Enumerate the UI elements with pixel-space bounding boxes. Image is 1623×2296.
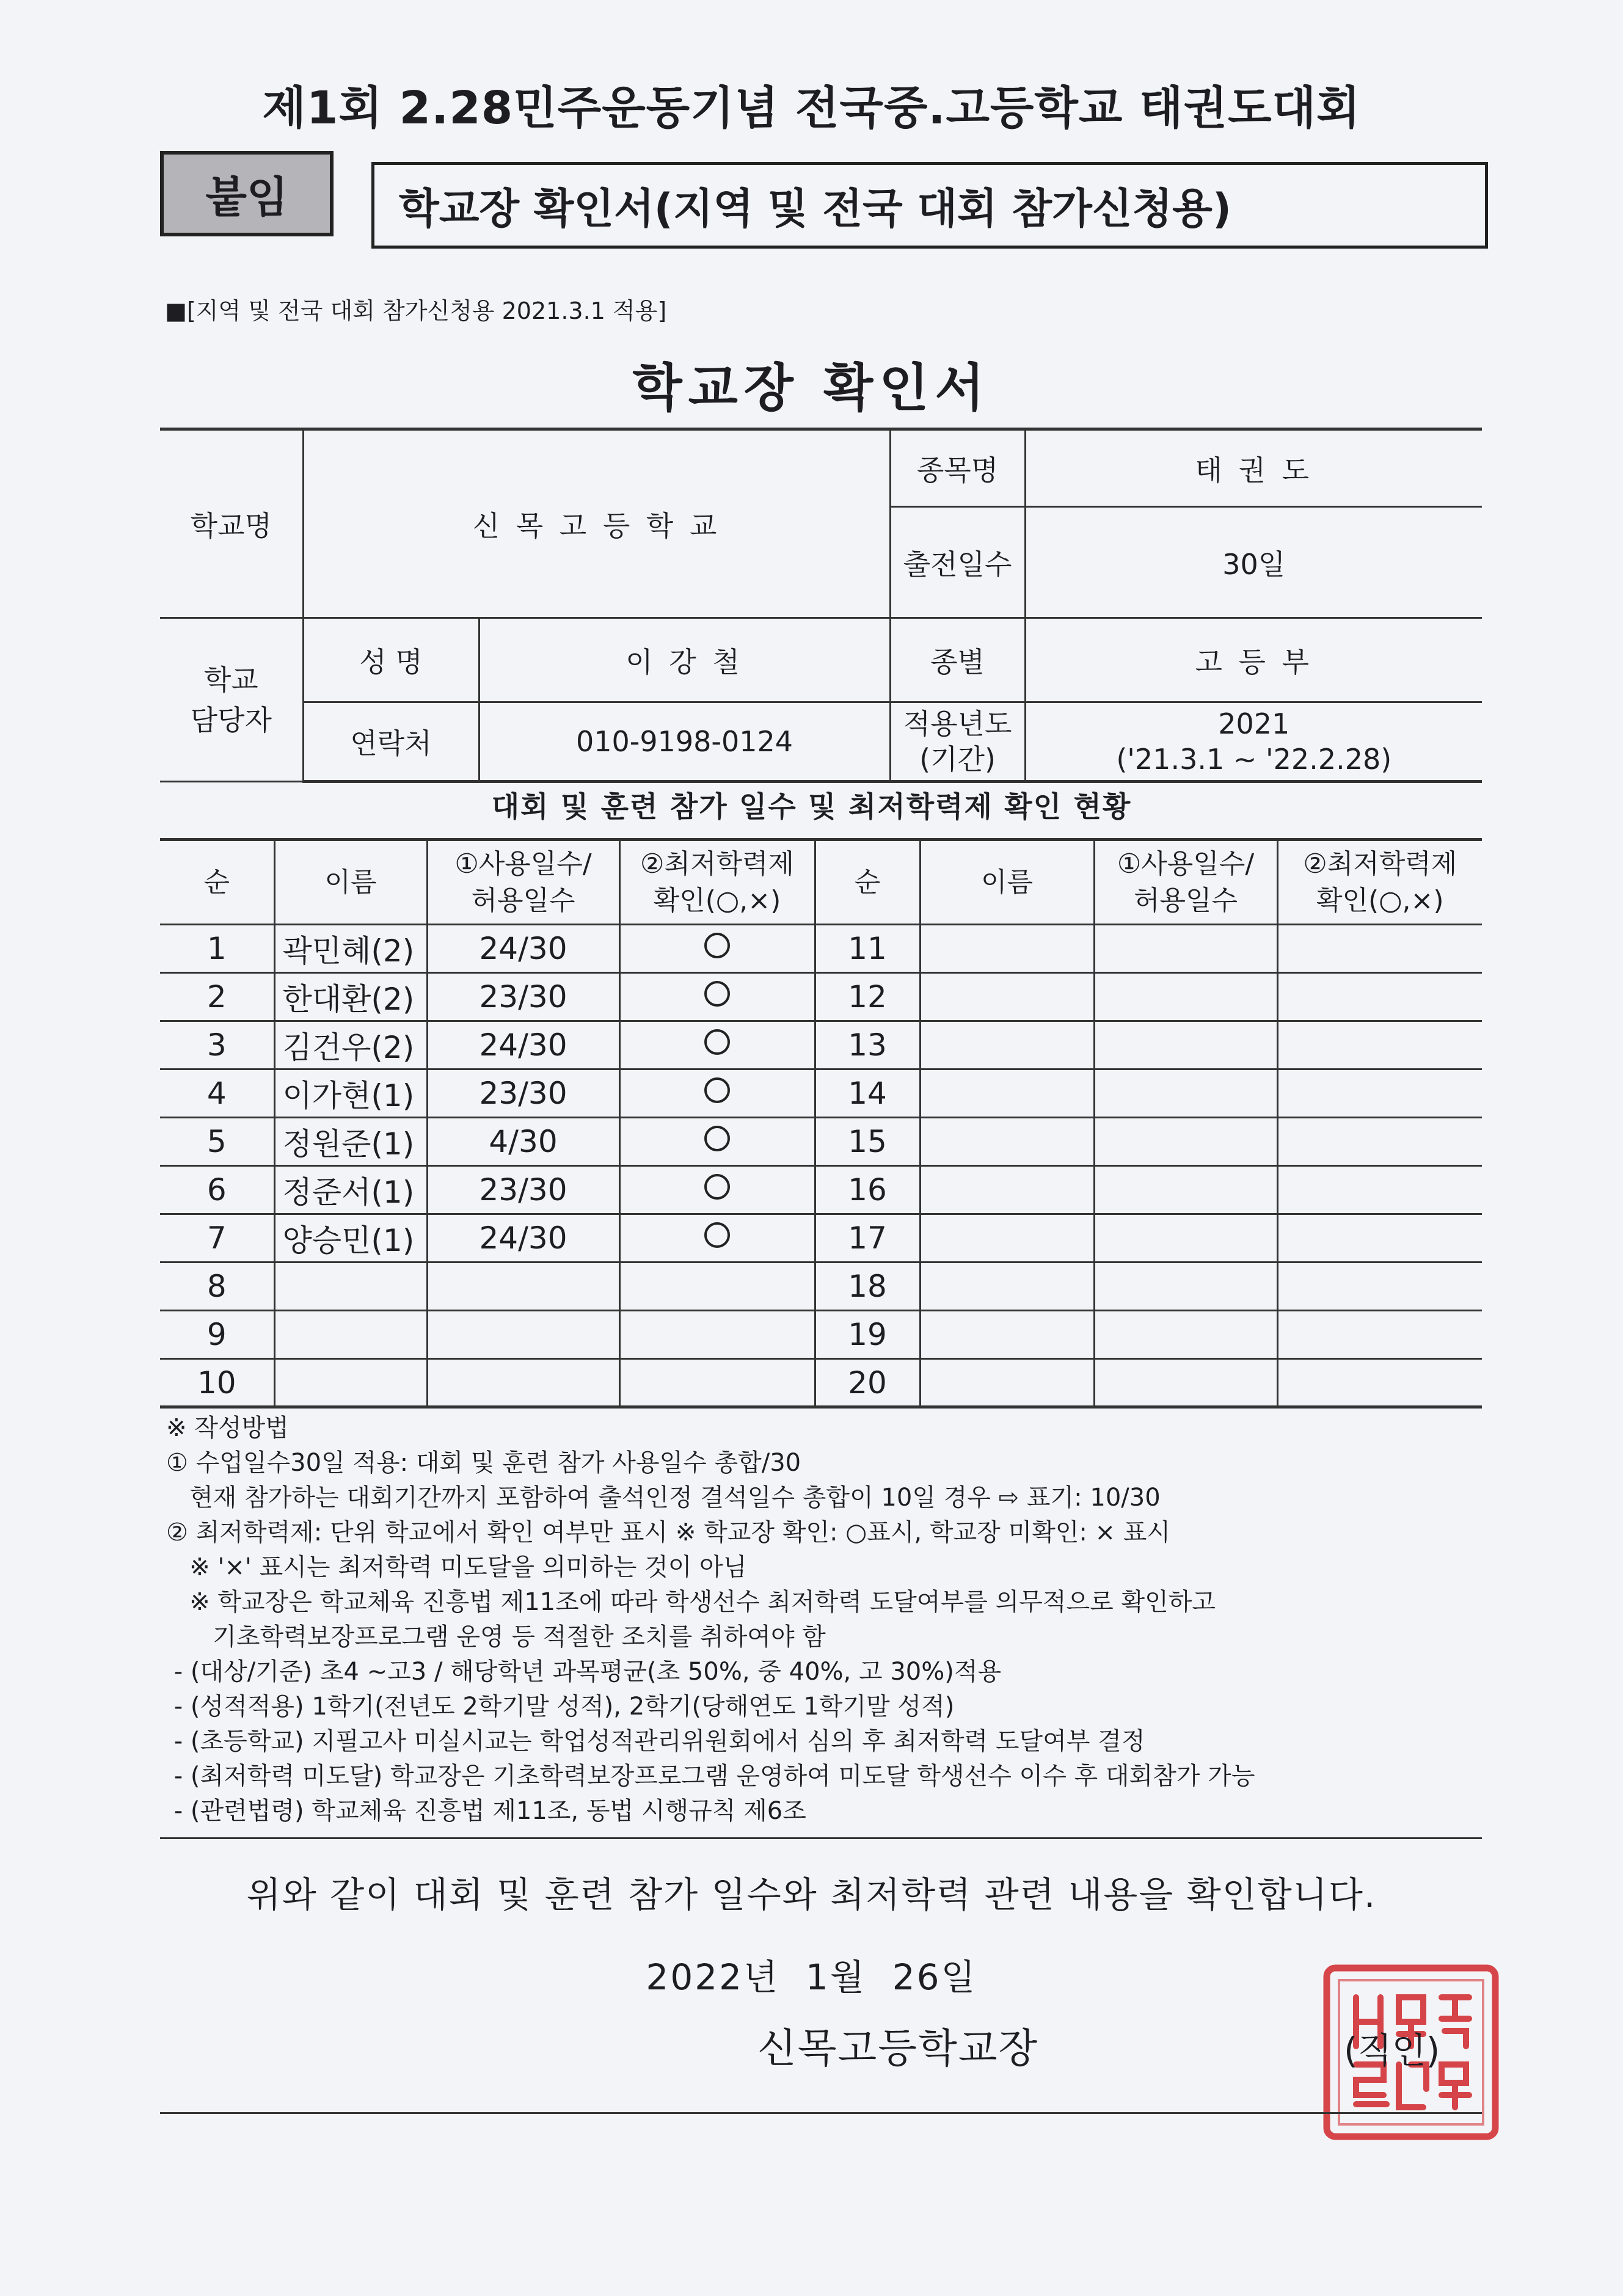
note-line: ※ 학교장은 학교체육 진흥법 제11조에 따라 학생선수 최저학력 도달여부를 의무적으로 확인하고 [166, 1588, 1216, 1616]
row-number: 11 [815, 925, 920, 973]
manager-name-label: 성 명 [303, 618, 479, 702]
min-academic-check [1277, 1311, 1482, 1359]
table-row [160, 1263, 1482, 1311]
athlete-name [920, 973, 1094, 1021]
circle-check-icon [704, 1174, 730, 1200]
row-number: 18 [815, 1263, 920, 1311]
athlete-name [920, 1214, 1094, 1263]
status-header-cell: ①사용일수/ 허용일수 [427, 840, 619, 925]
min-academic-check [1277, 973, 1482, 1021]
confirm-statement: 위와 같이 대회 및 훈련 참가 일수와 최저학력 관련 내용을 확인합니다. [246, 1874, 1377, 1915]
row-number: 13 [815, 1021, 920, 1070]
table-row [160, 1166, 1482, 1214]
row-number: 1 [160, 925, 274, 973]
min-academic-check [619, 973, 815, 1021]
table-row [160, 973, 1482, 1021]
school-name-value: 신 목 고 등 학 교 [303, 429, 890, 618]
table-row [160, 1214, 1482, 1263]
used-days: 4/30 [427, 1118, 619, 1166]
used-days [1094, 1214, 1277, 1263]
athlete-name [920, 925, 1094, 973]
used-days [1094, 1021, 1277, 1070]
athlete-name [920, 1311, 1094, 1359]
note-line: - (성적적용) 1학기(전년도 2학기말 성적), 2학기(당해연도 1학기말 성적) [166, 1693, 955, 1721]
min-academic-check [619, 1263, 815, 1311]
used-days: 24/30 [427, 925, 619, 973]
used-days [427, 1263, 619, 1311]
attachment-label: 붙임 [160, 151, 334, 236]
athlete-name: 이가현(1) [274, 1070, 427, 1118]
min-academic-check [1277, 1263, 1482, 1311]
row-number: 10 [160, 1359, 274, 1407]
min-academic-check [619, 925, 815, 973]
row-number: 4 [160, 1070, 274, 1118]
circle-check-icon [704, 1126, 730, 1151]
min-academic-check [1277, 1359, 1482, 1407]
athlete-name [920, 1359, 1094, 1407]
used-days: 24/30 [427, 1021, 619, 1070]
athlete-name: 정준서(1) [274, 1166, 427, 1214]
note-line: 현재 참가하는 대회기간까지 포함하여 출석인정 결석일수 총합이 10일 경우 ⇨ 표기: 10/30 [166, 1484, 1161, 1512]
athlete-name [274, 1263, 427, 1311]
min-academic-check [619, 1214, 815, 1263]
athlete-name [920, 1263, 1094, 1311]
min-academic-check [619, 1118, 815, 1166]
status-header-cell: 순 [815, 840, 920, 925]
row-number: 16 [815, 1166, 920, 1214]
manager-name-value: 이 강 철 [479, 618, 890, 702]
min-academic-check [1277, 1214, 1482, 1263]
document-title: 학교장 확인서 [632, 358, 991, 418]
min-academic-check [619, 1070, 815, 1118]
contact-value: 010-9198-0124 [479, 702, 890, 782]
table-row [160, 1118, 1482, 1166]
table-row [160, 1359, 1482, 1407]
status-header-cell: ②최저학력제 확인(○,×) [1277, 840, 1482, 925]
min-academic-check [1277, 1021, 1482, 1070]
note-line: ※ 작성방법 [166, 1414, 289, 1442]
status-table-header [160, 840, 1482, 925]
table-row [160, 1021, 1482, 1070]
school-name-label: 학교명 [160, 429, 303, 618]
athlete-name [920, 1118, 1094, 1166]
writing-instructions [166, 1411, 1510, 1829]
min-academic-check [1277, 925, 1482, 973]
row-number: 2 [160, 973, 274, 1021]
table-row [160, 925, 1482, 973]
row-number: 3 [160, 1021, 274, 1070]
year-label: 적용년도 (기간) [890, 702, 1025, 782]
used-days: 24/30 [427, 1214, 619, 1263]
status-caption: 대회 및 훈련 참가 일수 및 최저학력제 확인 현황 [491, 790, 1132, 824]
min-academic-check [1277, 1118, 1482, 1166]
circle-check-icon [704, 1077, 730, 1103]
contact-label: 연락처 [303, 702, 479, 782]
circle-check-icon [704, 1222, 730, 1248]
note-line: ① 수업일수30일 적용: 대회 및 훈련 참가 사용일수 총합/30 [166, 1449, 801, 1477]
athlete-name [920, 1166, 1094, 1214]
athlete-name [920, 1070, 1094, 1118]
note-line: 기초학력보장프로그램 운영 등 적절한 조치를 취하여야 함 [166, 1623, 826, 1651]
apply-note: ■[지역 및 전국 대회 참가신청용 2021.3.1 적용] [165, 297, 667, 324]
note-line: - (대상/기준) 초4 ~고3 / 해당학년 과목평균(초 50%, 중 40%, 고 30%)적용 [166, 1658, 1002, 1686]
manager-label: 학교 담당자 [160, 618, 303, 782]
info-table [160, 428, 1482, 783]
circle-check-icon [704, 981, 730, 1007]
status-header-cell: 이름 [274, 840, 427, 925]
row-number: 12 [815, 973, 920, 1021]
min-academic-check [619, 1166, 815, 1214]
used-days [427, 1359, 619, 1407]
note-line: - (최저학력 미도달) 학교장은 기초학력보장프로그램 운영하여 미도달 학생선수 이수 후 대회참가 가능 [166, 1762, 1255, 1790]
used-days [1094, 1070, 1277, 1118]
athlete-name [274, 1311, 427, 1359]
used-days [1094, 925, 1277, 973]
min-academic-check [1277, 1166, 1482, 1214]
event-title: 제1회 2.28민주운동기념 전국중.고등학교 태권도대회 [262, 82, 1361, 134]
used-days: 23/30 [427, 1070, 619, 1118]
note-line: ② 최저학력제: 단위 학교에서 확인 여부만 표시 ※ 학교장 확인: ○표시, 학교장 미확인: × 표시 [166, 1518, 1171, 1547]
min-academic-check [619, 1311, 815, 1359]
used-days: 23/30 [427, 1166, 619, 1214]
days-label: 출전일수 [890, 507, 1025, 618]
division-label: 종별 [890, 618, 1025, 702]
row-number: 14 [815, 1070, 920, 1118]
row-number: 20 [815, 1359, 920, 1407]
seal-mark: (직인) [1344, 2030, 1440, 2071]
min-academic-check [619, 1359, 815, 1407]
athlete-name: 한대환(2) [274, 973, 427, 1021]
bottom-divider [160, 2112, 1482, 2114]
row-number: 5 [160, 1118, 274, 1166]
row-number: 9 [160, 1311, 274, 1359]
note-line: - (초등학교) 지필고사 미실시교는 학업성적관리위원회에서 심의 후 최저학력 도달여부 결정 [166, 1727, 1145, 1755]
used-days [1094, 1263, 1277, 1311]
circle-check-icon [704, 1029, 730, 1055]
used-days [1094, 1359, 1277, 1407]
form-title: 학교장 확인서(지역 및 전국 대회 참가신청용) [371, 162, 1488, 249]
status-table [160, 838, 1482, 1409]
sport-value: 태 권 도 [1025, 429, 1482, 507]
days-value: 30일 [1025, 507, 1482, 618]
used-days [1094, 1166, 1277, 1214]
row-number: 7 [160, 1214, 274, 1263]
document-date: 2022년 1월 26일 [646, 1956, 977, 1998]
status-header-cell: ②최저학력제 확인(○,×) [619, 840, 815, 925]
table-row [160, 1311, 1482, 1359]
status-header-cell: 순 [160, 840, 274, 925]
athlete-name [920, 1021, 1094, 1070]
sport-label: 종목명 [890, 429, 1025, 507]
row-number: 6 [160, 1166, 274, 1214]
athlete-name [274, 1359, 427, 1407]
used-days: 23/30 [427, 973, 619, 1021]
note-line: ※ '×' 표시는 최저학력 미도달을 의미하는 것이 아님 [166, 1553, 747, 1581]
athlete-name: 정원준(1) [274, 1118, 427, 1166]
min-academic-check [619, 1021, 815, 1070]
circle-check-icon [704, 933, 730, 958]
principal-title: 신목고등학교장 [757, 2025, 1039, 2072]
status-header-cell: 이름 [920, 840, 1094, 925]
athlete-name: 양승민(1) [274, 1214, 427, 1263]
row-number: 17 [815, 1214, 920, 1263]
year-value: 2021 ('21.3.1 ~ '22.2.28) [1025, 702, 1482, 782]
row-number: 15 [815, 1118, 920, 1166]
used-days [1094, 1118, 1277, 1166]
athlete-name: 곽민혜(2) [274, 925, 427, 973]
notes-divider [160, 1837, 1482, 1839]
min-academic-check [1277, 1070, 1482, 1118]
status-header-cell: ①사용일수/ 허용일수 [1094, 840, 1277, 925]
athlete-name: 김건우(2) [274, 1021, 427, 1070]
used-days [427, 1311, 619, 1359]
used-days [1094, 973, 1277, 1021]
note-line: - (관련법령) 학교체육 진흥법 제11조, 동법 시행규칙 제6조 [166, 1797, 806, 1825]
row-number: 8 [160, 1263, 274, 1311]
table-row [160, 1070, 1482, 1118]
used-days [1094, 1311, 1277, 1359]
row-number: 19 [815, 1311, 920, 1359]
division-value: 고 등 부 [1025, 618, 1482, 702]
